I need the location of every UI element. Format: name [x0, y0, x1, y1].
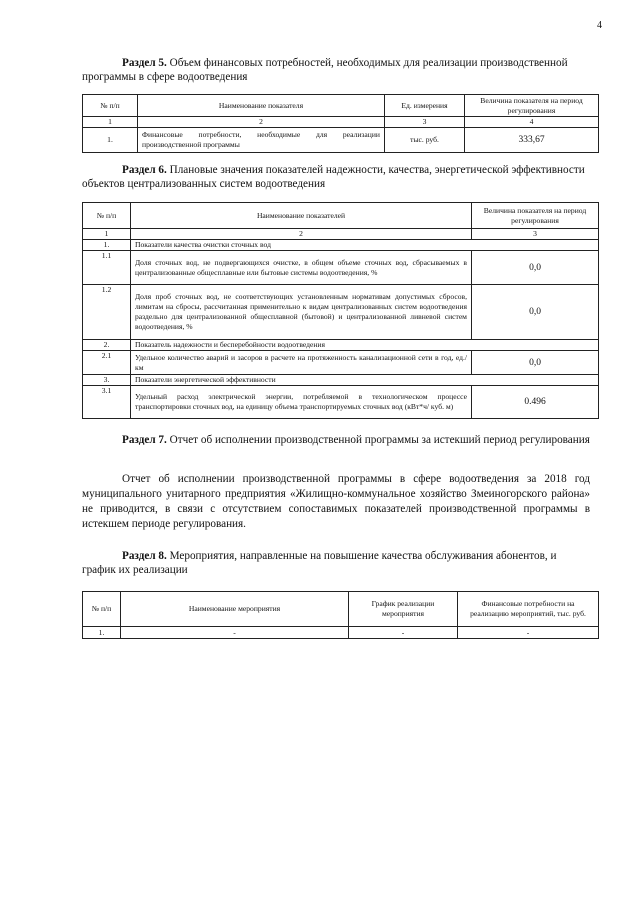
row-name: Показатели энергетической эффективности — [131, 375, 599, 386]
table-row — [83, 251, 599, 285]
row-number: 2.1 — [83, 351, 131, 375]
header-value: Величина показателя на период регулирования — [465, 95, 599, 117]
table-group-row — [83, 240, 599, 251]
header-indicator: Наименование показателя — [138, 95, 385, 117]
section-5-label: Раздел 5. — [122, 57, 167, 69]
column-number-row — [83, 117, 599, 128]
measures-table — [82, 591, 599, 639]
col-number: 3 — [385, 117, 465, 128]
section-7-heading — [82, 433, 590, 447]
row-number: 1. — [83, 627, 121, 639]
row-value: 0.496 — [472, 386, 599, 419]
section-5-title: Объем финансовых потребностей, необходимых для реализации производственной программы в сфере водоотведения — [82, 57, 568, 83]
row-number: 1. — [83, 128, 138, 153]
col-number: 3 — [472, 229, 599, 240]
row-value: 0,0 — [472, 351, 599, 375]
table-row — [83, 386, 599, 419]
header-value: Величина показателя на период регулирования — [472, 203, 599, 229]
col-number: 2 — [131, 229, 472, 240]
row-name: Удельное количество аварий и засоров в расчете на протяженность канализационной сети в год, ед./км — [131, 351, 472, 375]
row-value: 0,0 — [472, 251, 599, 285]
row-number: 1.2 — [83, 285, 131, 340]
section-7-body: Отчет об исполнении производственной программы в сфере водоотведения за 2018 год муниципального унитарного предприятия «Жилищно-коммунальное хозяйство Змеиногорского района» не приводится, в связи с отсутствием сопоставимых показателей производственной программы в истекшем периоде регулирования. — [82, 473, 590, 530]
table-row — [83, 627, 599, 639]
row-name: Удельный расход электрической энергии, потребляемой в технологическом процессе транспортировки сточных вод, на единицу объема транспортируемых сточных вод (кВт*ч/ куб. м) — [131, 386, 472, 419]
section-8-title: Мероприятия, направленные на повышение качества обслуживания абонентов, и график их реализации — [82, 550, 557, 576]
section-8-heading — [82, 549, 590, 577]
row-schedule: - — [349, 627, 458, 639]
header-number: № п/п — [83, 95, 138, 117]
section-6-label: Раздел 6. — [122, 164, 167, 176]
table-row — [83, 285, 599, 340]
row-value: 0,0 — [472, 285, 599, 340]
table-row — [83, 128, 599, 153]
row-name: Доля сточных вод, не подвергающихся очистке, в общем объеме сточных вод, сбрасываемых в централизованные общесплавные или бытовые системы водоотведения, % — [131, 251, 472, 285]
col-number: 1 — [83, 117, 138, 128]
row-name: - — [121, 627, 349, 639]
row-number: 1.1 — [83, 251, 131, 285]
column-number-row — [83, 229, 599, 240]
row-number: 3. — [83, 375, 131, 386]
section-5-heading — [82, 56, 590, 84]
header-finance: Финансовые потребности на реализацию мероприятий, тыс. руб. — [458, 592, 599, 627]
row-number: 3.1 — [83, 386, 131, 419]
header-schedule: График реализации мероприятия — [349, 592, 458, 627]
col-number: 1 — [83, 229, 131, 240]
financial-needs-table — [82, 94, 599, 153]
row-name: Финансовые потребности, необходимые для реализации производственной программы — [138, 128, 385, 153]
col-number: 2 — [138, 117, 385, 128]
header-measure: Наименование мероприятия — [121, 592, 349, 627]
header-unit: Ед. измерения — [385, 95, 465, 117]
table-group-row — [83, 375, 599, 386]
section-7-title: Отчет об исполнении производственной программы за истекший период регулирования — [169, 434, 590, 446]
row-unit: тыс. руб. — [385, 128, 465, 153]
section-7-label: Раздел 7. — [122, 434, 167, 446]
header-number: № п/п — [83, 592, 121, 627]
indicators-table — [82, 202, 599, 419]
page-number: 4 — [597, 20, 602, 31]
table-header-row — [83, 203, 599, 229]
header-number: № п/п — [83, 203, 131, 229]
section-6-heading — [82, 163, 590, 191]
col-number: 4 — [465, 117, 599, 128]
table-group-row — [83, 340, 599, 351]
table-header-row — [83, 95, 599, 117]
row-value: 333,67 — [465, 128, 599, 153]
header-indicators: Наименование показателей — [131, 203, 472, 229]
row-number: 2. — [83, 340, 131, 351]
row-name: Доля проб сточных вод, не соответствующих установленным нормативам допустимых сбросов, лимитам на сбросы, рассчитанная применительно к видам централизованных систем водоотведения раздельно для централизованной общесплавной (бытовой) и централизованной ливневой систем водоотведения, % — [131, 285, 472, 340]
row-finance: - — [458, 627, 599, 639]
table-row — [83, 351, 599, 375]
section-8-label: Раздел 8. — [122, 550, 167, 562]
row-name: Показатель надежности и бесперебойности водоотведения — [131, 340, 599, 351]
section-6-title: Плановые значения показателей надежности, качества, энергетической эффективности объектов централизованных систем водоотведения — [82, 164, 585, 190]
row-number: 1. — [83, 240, 131, 251]
table-header-row — [83, 592, 599, 627]
row-name: Показатели качества очистки сточных вод — [131, 240, 599, 251]
